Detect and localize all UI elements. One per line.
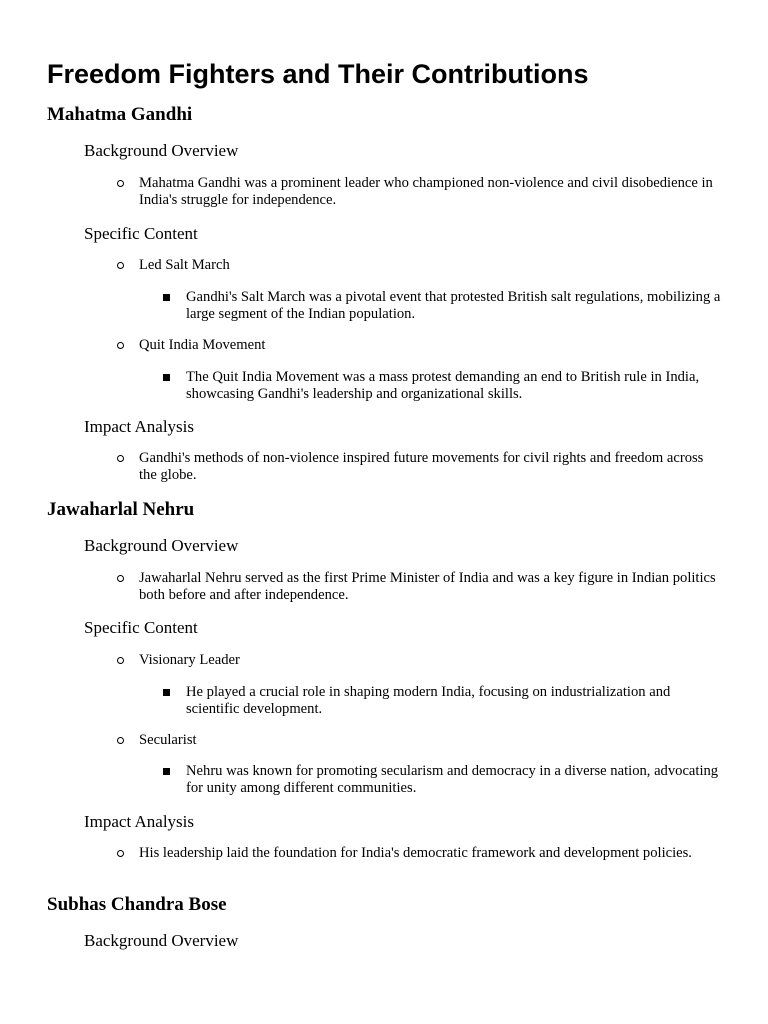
subheading-background-overview: Background Overview [84,931,239,950]
subheading-specific-content: Specific Content [84,224,198,243]
list-item [186,289,726,323]
item-detail: He played a crucial role in shaping modern India, focusing on industrialization and scientific development. [186,684,671,717]
list-item [186,684,726,718]
item-label: Visionary Leader [139,652,240,668]
subheading-impact-analysis: Impact Analysis [84,812,195,831]
circle-bullet-icon [117,737,124,744]
list-item [139,337,719,354]
subheading-specific-content: Specific Content [84,618,198,637]
list-item [139,450,719,484]
list-item [139,652,719,669]
list-item [139,845,719,862]
square-bullet-icon [163,768,170,775]
item-detail: Gandhi's Salt March was a pivotal event that protested British salt regulations, mobilizing a large segment of the Indian population. [186,289,721,322]
item-detail: The Quit India Movement was a mass protest demanding an end to British rule in India, showcasing Gandhi's leadership and organizational skills. [186,369,700,402]
list-item [139,570,719,604]
square-bullet-icon [163,294,170,301]
subheading-background-overview: Background Overview [84,536,239,555]
circle-bullet-icon [117,455,124,462]
impact-text: Gandhi's methods of non-violence inspired future movements for civil rights and freedom across the globe. [139,450,704,483]
background-text: Mahatma Gandhi was a prominent leader who championed non-violence and civil disobedience in India's struggle for independence. [139,175,713,208]
background-text: Jawaharlal Nehru served as the first Prime Minister of India and was a key figure in Indian politics both before and after independence. [139,570,716,603]
list-item [186,763,726,797]
list-item [186,369,726,403]
section-heading-subhas-chandra-bose: Subhas Chandra Bose [47,894,227,915]
section-heading-jawaharlal-nehru: Jawaharlal Nehru [47,499,195,520]
list-item [139,175,719,209]
circle-bullet-icon [117,850,124,857]
subheading-background-overview: Background Overview [84,141,239,160]
circle-bullet-icon [117,657,124,664]
circle-bullet-icon [117,180,124,187]
list-item [139,257,719,274]
circle-bullet-icon [117,342,124,349]
circle-bullet-icon [117,262,124,269]
square-bullet-icon [163,689,170,696]
item-detail: Nehru was known for promoting secularism and democracy in a diverse nation, advocating for unity among different communities. [186,763,719,796]
square-bullet-icon [163,374,170,381]
item-label: Quit India Movement [139,337,266,353]
page-title: Freedom Fighters and Their Contributions [47,59,589,89]
item-label: Secularist [139,732,197,748]
impact-text: His leadership laid the foundation for India's democratic framework and development policies. [139,845,692,861]
item-label: Led Salt March [139,257,230,273]
circle-bullet-icon [117,575,124,582]
subheading-impact-analysis: Impact Analysis [84,417,195,436]
section-heading-mahatma-gandhi: Mahatma Gandhi [47,104,193,125]
list-item [139,732,719,749]
